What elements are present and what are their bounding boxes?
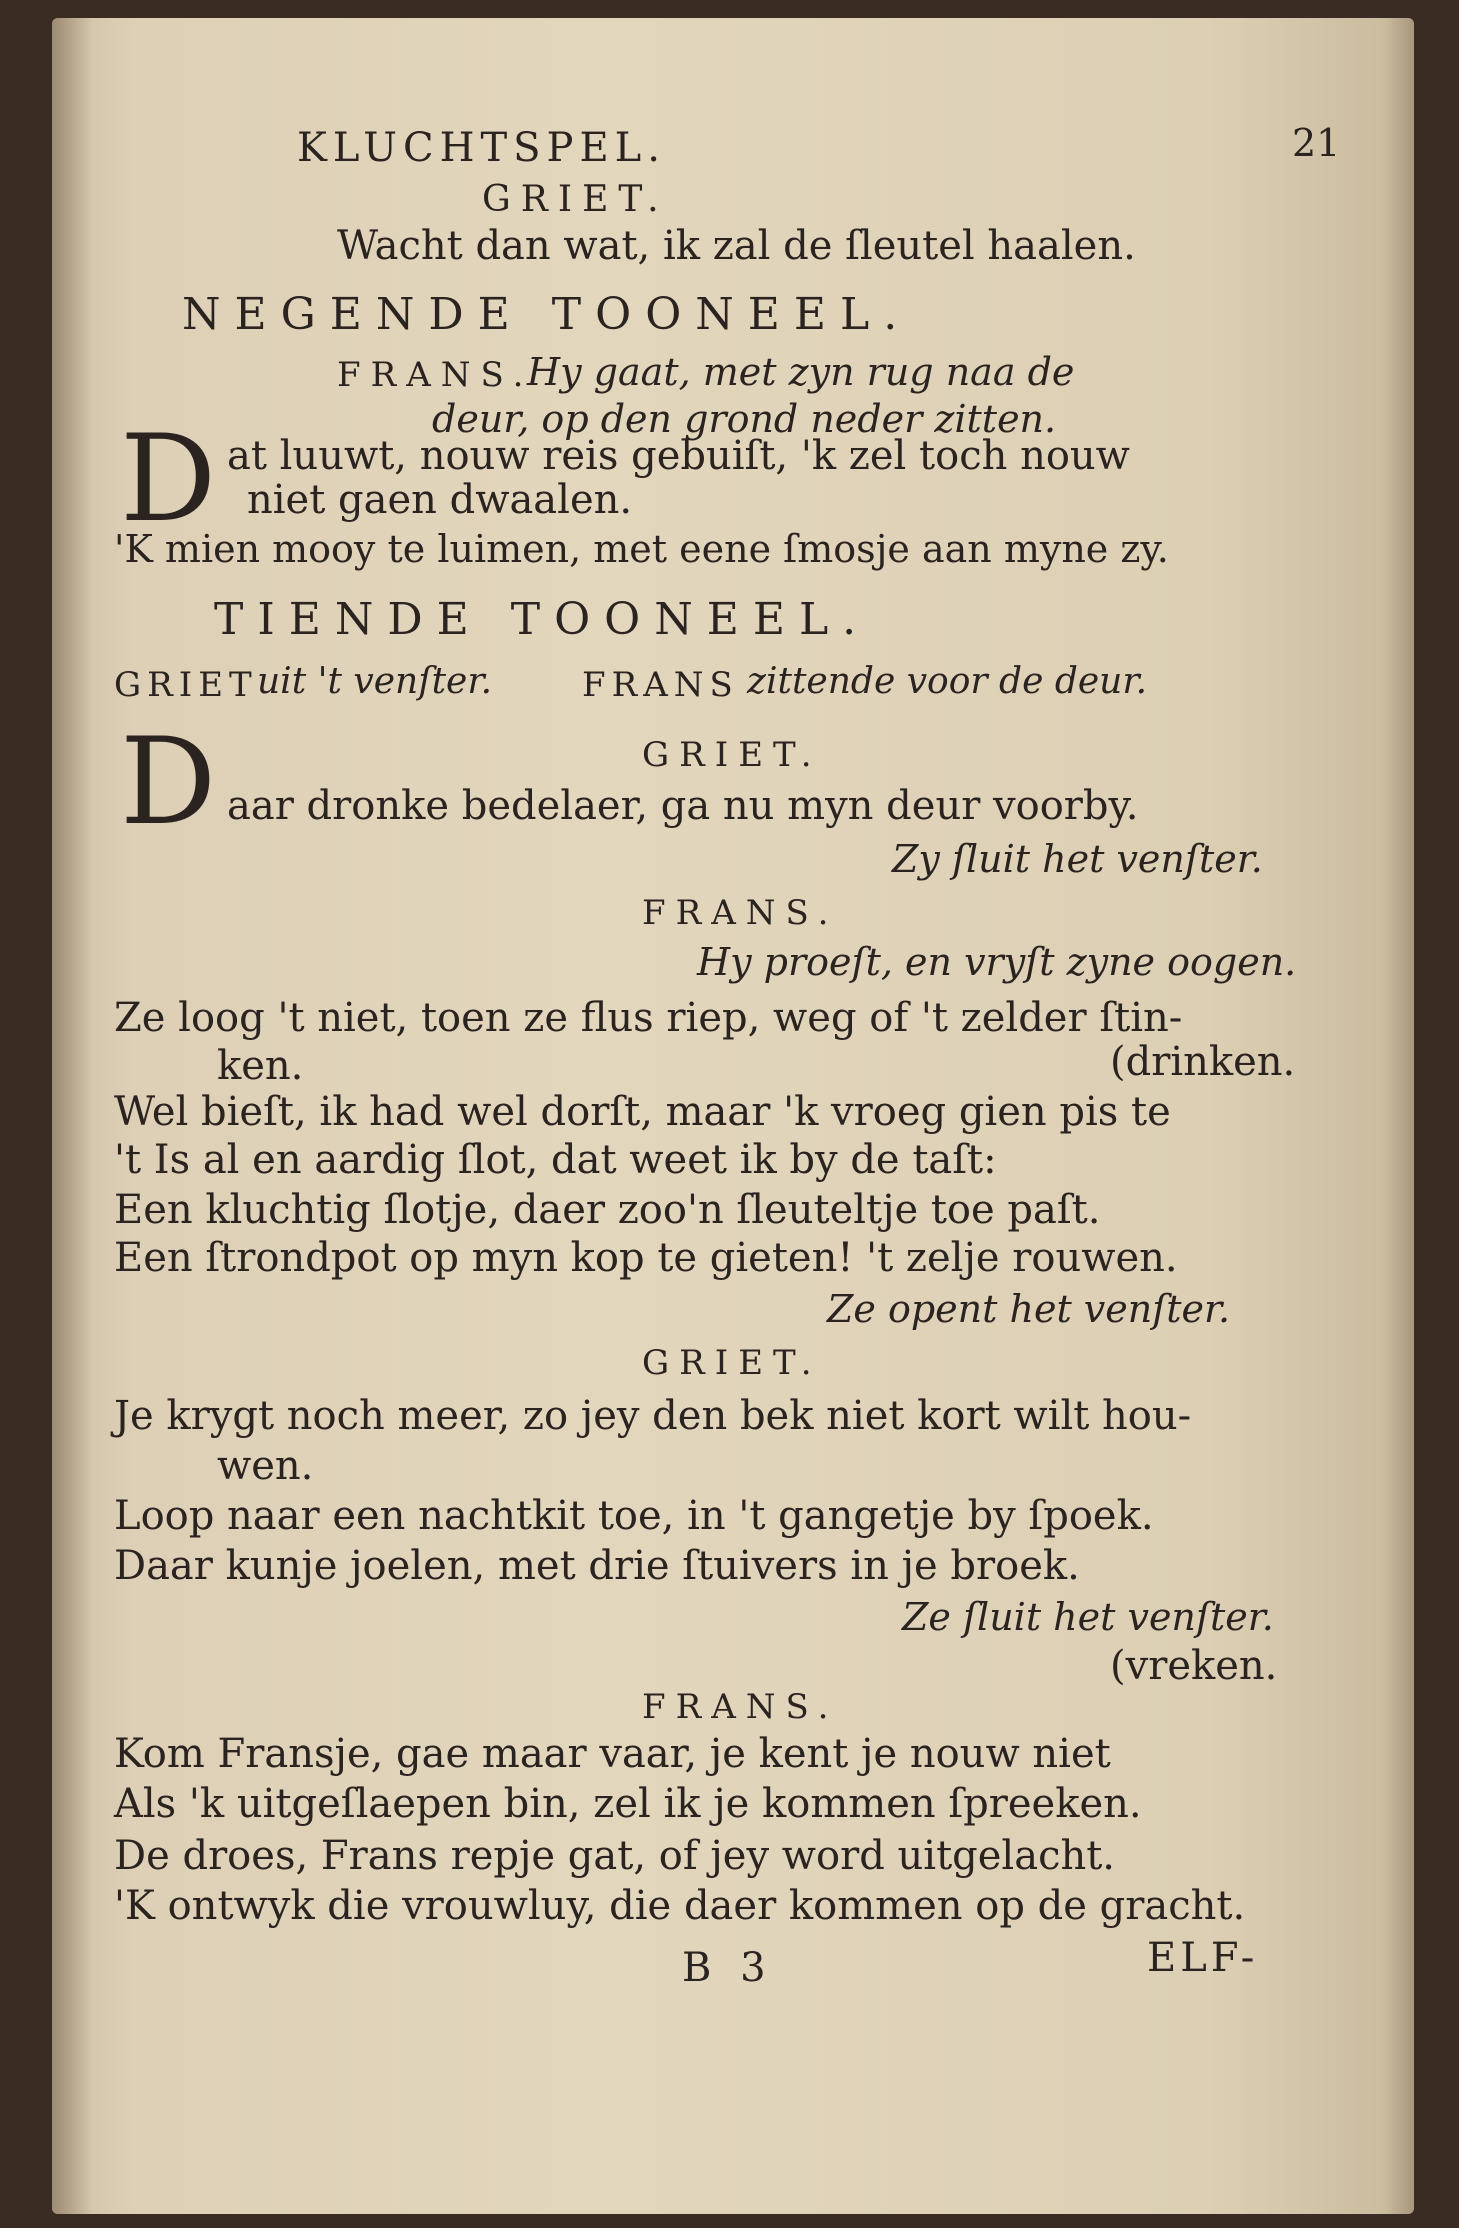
catchword: ELF-	[1147, 1935, 1259, 1981]
verse-line-3: niet gaen dwaalen.	[247, 477, 633, 523]
verse-line-19: De droes, Frans repje gat, of jey word uitgelacht.	[114, 1833, 1116, 1879]
stage-direction-2b: zittende voor de deur.	[747, 661, 1148, 702]
stage-direction-1b: deur, op den grond neder zitten.	[432, 397, 1057, 441]
stage-direction-3: Zy ſluit het venſter.	[892, 837, 1263, 881]
verse-line-4: 'K mien mooy te luimen, met eene ſmosje aan myne zy.	[114, 527, 1169, 571]
stage-direction-6: Ze ſluit het venſter.	[902, 1595, 1274, 1639]
verse-line-16: (vreken.	[1110, 1643, 1278, 1689]
page-edge-shadow	[1384, 18, 1414, 2214]
verse-line-1: Wacht dan wat, ik zal de ſleutel haalen.	[337, 223, 1136, 269]
verse-line-13: wen.	[217, 1443, 314, 1489]
verse-line-7a: ken.	[217, 1043, 304, 1089]
scene-heading-tiende: TIENDE TOONEEL.	[214, 594, 871, 645]
verse-line-11: Een ſtrondpot op myn kop te gieten! 't zelje rouwen.	[114, 1235, 1178, 1281]
page-number: 21	[1292, 121, 1341, 165]
verse-line-20: 'K ontwyk die vrouwluy, die daer kommen op de gracht.	[114, 1883, 1246, 1929]
signature-mark: B 3	[682, 1945, 774, 1991]
verse-line-2: at luuwt, nouw reis gebuiſt, 'k zel toch nouw	[227, 433, 1130, 479]
page-gutter-shadow	[52, 18, 92, 2214]
stage-direction-speaker-frans: FRANS.	[337, 355, 534, 395]
verse-line-12: Je krygt noch meer, zo jey den bek niet kort wilt hou-	[114, 1393, 1192, 1439]
book-page	[52, 18, 1414, 2214]
verse-line-8: Wel bieſt, ik had wel dorſt, maar 'k vroeg gien pis te	[114, 1089, 1171, 1135]
verse-line-10: Een kluchtig ſlotje, daer zoo'n ſleuteltje toe paſt.	[114, 1187, 1101, 1233]
verse-line-18: Als 'k uitgeſlaepen bin, zel ik je kommen ſpreeken.	[114, 1781, 1142, 1827]
verse-line-14: Loop naar een nachtkit toe, in 't gangetje by ſpoek.	[114, 1493, 1154, 1539]
stage-speaker-frans: FRANS	[582, 665, 739, 705]
stage-direction-2a: uit 't venſter.	[257, 661, 493, 702]
scene-heading-negende: NEGENDE TOONEEL.	[182, 289, 912, 340]
drop-cap-2: D	[120, 713, 217, 852]
stage-speaker-griet: GRIET	[114, 665, 258, 705]
stage-direction-1a: Hy gaat, met zyn rug naa de	[527, 350, 1075, 394]
verse-line-17: Kom Fransje, gae maar vaar, je kent je nouw niet	[114, 1731, 1111, 1777]
speaker-frans-2: FRANS.	[642, 1687, 839, 1727]
speaker-frans-1: FRANS.	[642, 893, 839, 933]
verse-line-15: Daar kunje joelen, met drie ſtuivers in je broek.	[114, 1543, 1080, 1589]
verse-line-6: Ze loog 't niet, toen ze flus riep, weg of 't zelder ſtin-	[114, 995, 1183, 1041]
drop-cap-1: D	[120, 410, 217, 549]
verse-line-9: 't Is al en aardig ſlot, dat weet ik by de taſt:	[114, 1137, 997, 1183]
verse-line-5: aar dronke bedelaer, ga nu myn deur voorby.	[227, 783, 1139, 829]
stage-direction-5: Ze opent het venſter.	[827, 1287, 1231, 1331]
verse-line-7b: (drinken.	[1110, 1039, 1296, 1085]
running-head-title: KLUCHTSPEL.	[297, 125, 666, 171]
speaker-griet-1: GRIET.	[482, 179, 669, 220]
speaker-griet-3: GRIET.	[642, 1343, 822, 1383]
stage-direction-4: Hy proeſt, en vryſt zyne oogen.	[697, 940, 1297, 984]
speaker-griet-2: GRIET.	[642, 735, 822, 775]
